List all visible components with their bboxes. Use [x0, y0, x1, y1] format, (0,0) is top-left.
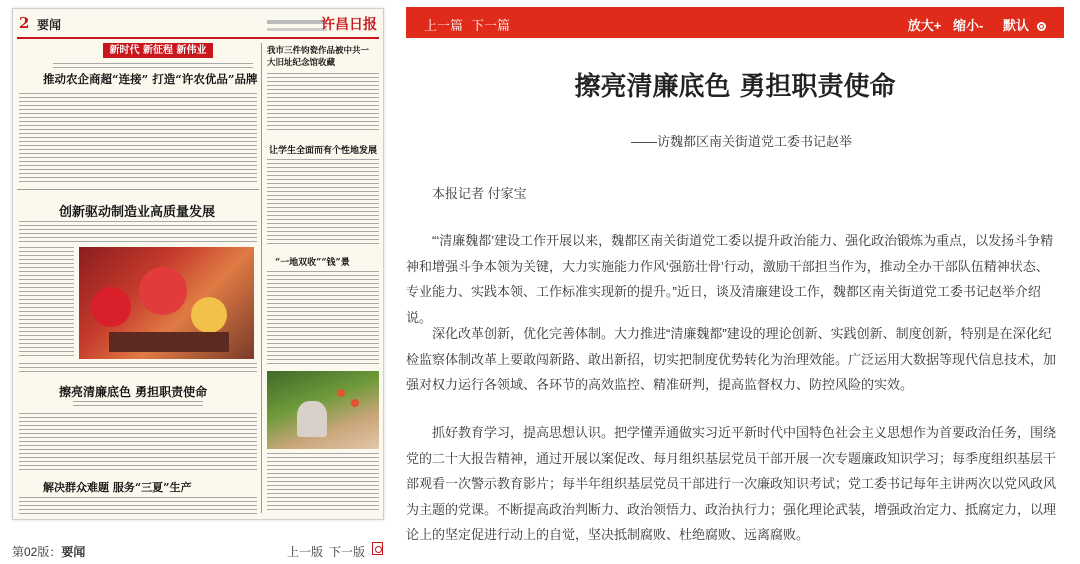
thumb-headline-4[interactable]: 擦亮清廉底色 勇担职责使命 [59, 385, 208, 399]
page-section-name: 要闻 [61, 545, 86, 559]
pdf-icon[interactable] [372, 542, 383, 555]
thumb-caption [19, 363, 257, 375]
thumb-body-text [19, 221, 257, 245]
article-author: 本报记者 付家宝 [432, 186, 527, 201]
zoom-controls [900, 15, 1046, 34]
thumb-divider [17, 189, 259, 190]
thumb-section: 要闻 [37, 18, 62, 32]
page-label [12, 543, 85, 560]
thumb-body-text [267, 271, 379, 367]
thumb-body-text [267, 453, 379, 513]
thumb-body-text [19, 497, 257, 515]
article-paragraph: “‘清廉魏都’建设工作开展以来，魏都区南关街道党工委以提升政治能力、强化政治锻炼为重点，以发扬斗争精神和增强斗争本领为关键，大力实施能力作风‘强筋壮骨’行动，激励干部担当作为，推动全办干部队伍精神状态、专业能力、实践本领、工作标准实现新的提升。”近日，谈及清廉建设工作，魏都区南关街道党工委书记赵举介绍说。 [406, 233, 1054, 325]
thumb-page-number: 2 [19, 14, 30, 32]
thumb-header [17, 13, 379, 39]
prev-article-link[interactable]: 上一篇 [424, 18, 464, 33]
thumb-body-text [19, 413, 257, 473]
reset-circle-icon [1037, 22, 1046, 31]
thumb-body-text [19, 93, 257, 185]
zoom-reset-label: 默认 [1002, 18, 1029, 33]
page-nav [287, 543, 371, 560]
newspaper-page-thumbnail[interactable] [12, 8, 384, 520]
zoom-in-button[interactable]: 放大+ [907, 18, 942, 33]
thumb-headline-1[interactable]: 推动农企商超“连接” 打造“许农优品”品牌 [43, 72, 258, 86]
zoom-out-button[interactable]: 缩小- [953, 18, 984, 33]
thumb-subhead [73, 401, 203, 406]
article-toolbar [406, 7, 1064, 38]
thumb-kicker [53, 63, 253, 69]
thumb-headline-2[interactable]: 创新驱动制造业高质量发展 [59, 205, 216, 220]
next-page-link[interactable]: 下一版 [329, 545, 366, 559]
thumb-body-text [267, 73, 379, 133]
thumb-photo-market [79, 247, 254, 359]
thumb-headline-6[interactable]: 让学生全面而有个性地发展 [269, 146, 378, 156]
article-nav [424, 15, 518, 34]
article-paragraph: 深化改革创新，优化完善体制。大力推进“清廉魏都”建设的理论创新、实践创新、制度创新，特别是在深化纪检监察体制改革上要敢闯新路、敢出新招，切实把制度优势转化为治理效能。广泛运用大数据等现代信息技术，加强对权力运行各领域、各环节的高效监控、精准研判，提高监督权力、防控风险的实效。 [406, 326, 1057, 392]
article-paragraph: 抓好教育学习，提高思想认识。把学懂弄通做实习近平新时代中国特色社会主义思想作为首要政治任务，围绕党的二十大报告精神，通过开展以案促改、每月组织基层党员干部开展一次专题廉政知识学习；每季度组织基层干部观看一次警示教育影片；每半年组织基层党员干部进行一次廉政知识考试；党工委书记每年主讲两次以党风政风为主题的党课。不断提高政治判断力、政治领悟力、政治执行力；强化理论武装，增强政治定力、抵腐定力，以理论上的坚定促进行动上的自觉，坚决抵制腐败、杜绝腐败、远离腐败。 [406, 425, 1057, 542]
next-article-link[interactable]: 下一篇 [471, 18, 511, 33]
thumb-body-text [19, 247, 74, 359]
thumb-body-text [267, 159, 379, 247]
thumb-headline-3[interactable]: “一地双收”“钱”景 [275, 258, 350, 268]
thumb-column-rule [261, 43, 262, 513]
article-subtitle: ——访魏都区南关街道党工委书记赵举 [630, 134, 852, 149]
prev-page-link[interactable]: 上一版 [287, 545, 324, 559]
zoom-reset-button[interactable] [995, 18, 1046, 33]
thumb-banner: 新时代 新征程 新伟业 [103, 43, 213, 58]
thumb-dateline-2 [267, 28, 327, 31]
page-label-prefix: 第02版： [12, 545, 62, 559]
thumb-dateline [267, 20, 327, 24]
article-title: 擦亮清廉底色 勇担职责使命 [574, 72, 896, 102]
thumb-masthead: 许昌日报 [321, 17, 377, 33]
thumb-photo-orchard [267, 371, 379, 449]
thumb-headline-5[interactable]: 解决群众难题 服务“三夏”生产 [43, 481, 192, 494]
thumb-headline-7[interactable]: 我市三件钧瓷作品被中共一大旧址纪念馆收藏 [267, 46, 370, 68]
